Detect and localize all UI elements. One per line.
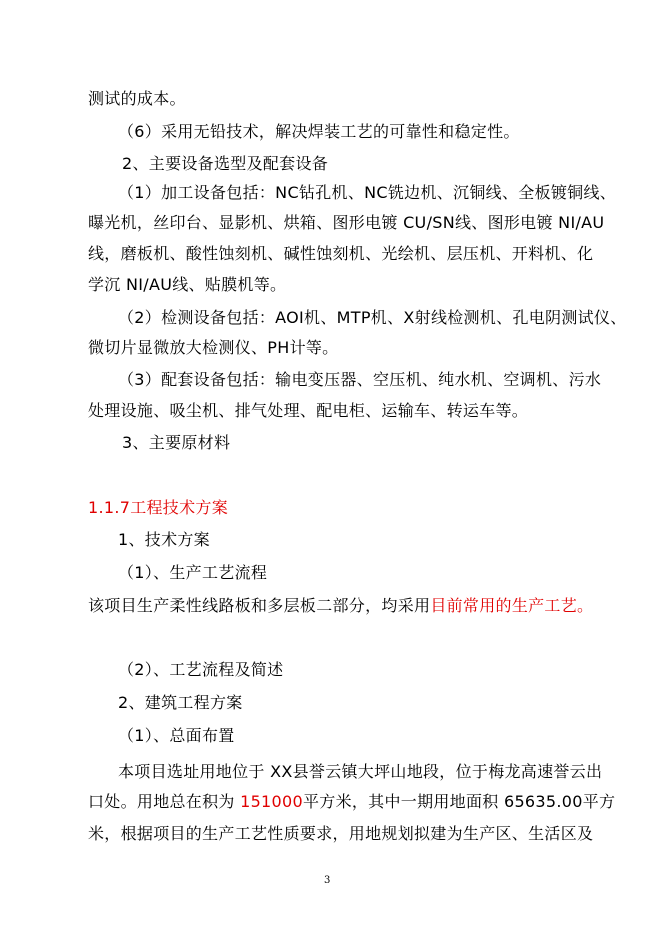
paragraph-line: 线，磨板机、酸性蚀刻机、碱性蚀刻机、光绘机、层压机、开料机、化 <box>88 244 594 263</box>
paragraph-line: （6）采用无铅技术，解决焊装工艺的可靠性和稳定性。 <box>118 122 520 141</box>
paragraph-line: 本项目选址用地位于 XX县誉云镇大坪山地段，位于梅龙高速誉云出 <box>118 762 603 781</box>
section-heading: 1.1.7工程技术方案 <box>88 498 229 517</box>
paragraph-line: 曝光机，丝印台、显影机、烘箱、图形电镀 CU/SN线、图形电镀 NI/AU <box>88 213 605 232</box>
paragraph-line: 微切片显微放大检测仪、PH计等。 <box>88 338 339 357</box>
paragraph-line <box>88 792 615 812</box>
paragraph-text: 平方米，其中一期用地面积 65635.00平方 <box>302 792 616 811</box>
section-subheading: （2）、工艺流程及简述 <box>118 660 284 679</box>
paragraph-line: （2）检测设备包括：AOI机、MTP机、X射线检测机、孔电阴测试仪、 <box>118 308 627 327</box>
paragraph-line <box>88 596 593 616</box>
paragraph-text: 口处。用地总在积为 <box>88 792 241 811</box>
paragraph-line: 米，根据项目的生产工艺性质要求，用地规划拟建为生产区、生活区及 <box>88 824 594 843</box>
section-subheading: 3、主要原材料 <box>122 433 231 452</box>
paragraph-line: 测试的成本。 <box>88 89 186 108</box>
section-subheading: 2、主要设备选型及配套设备 <box>122 154 329 173</box>
section-subheading: 1、技术方案 <box>118 530 210 549</box>
page-number: 3 <box>324 875 331 886</box>
highlighted-text: 目前常用的生产工艺。 <box>430 596 594 615</box>
paragraph-text: 该项目生产柔性线路板和多层板二部分，均采用 <box>88 596 431 615</box>
paragraph-line: （1）加工设备包括：NC钻孔机、NC铣边机、沉铜线、全板镀铜线、 <box>118 183 617 202</box>
paragraph-line: 处理设施、吸尘机、排气处理、配电柜、运输车、转运车等。 <box>88 401 529 420</box>
paragraph-line: （3）配套设备包括：输电变压器、空压机、纯水机、空调机、污水 <box>118 370 602 389</box>
section-subheading: （1）、总面布置 <box>118 726 235 745</box>
highlighted-number: 151000 <box>240 792 303 811</box>
section-subheading: 2、建筑工程方案 <box>118 693 243 712</box>
paragraph-line: 学沉 NI/AU线、贴膜机等。 <box>88 275 287 294</box>
section-subheading: （1）、生产工艺流程 <box>118 563 268 582</box>
